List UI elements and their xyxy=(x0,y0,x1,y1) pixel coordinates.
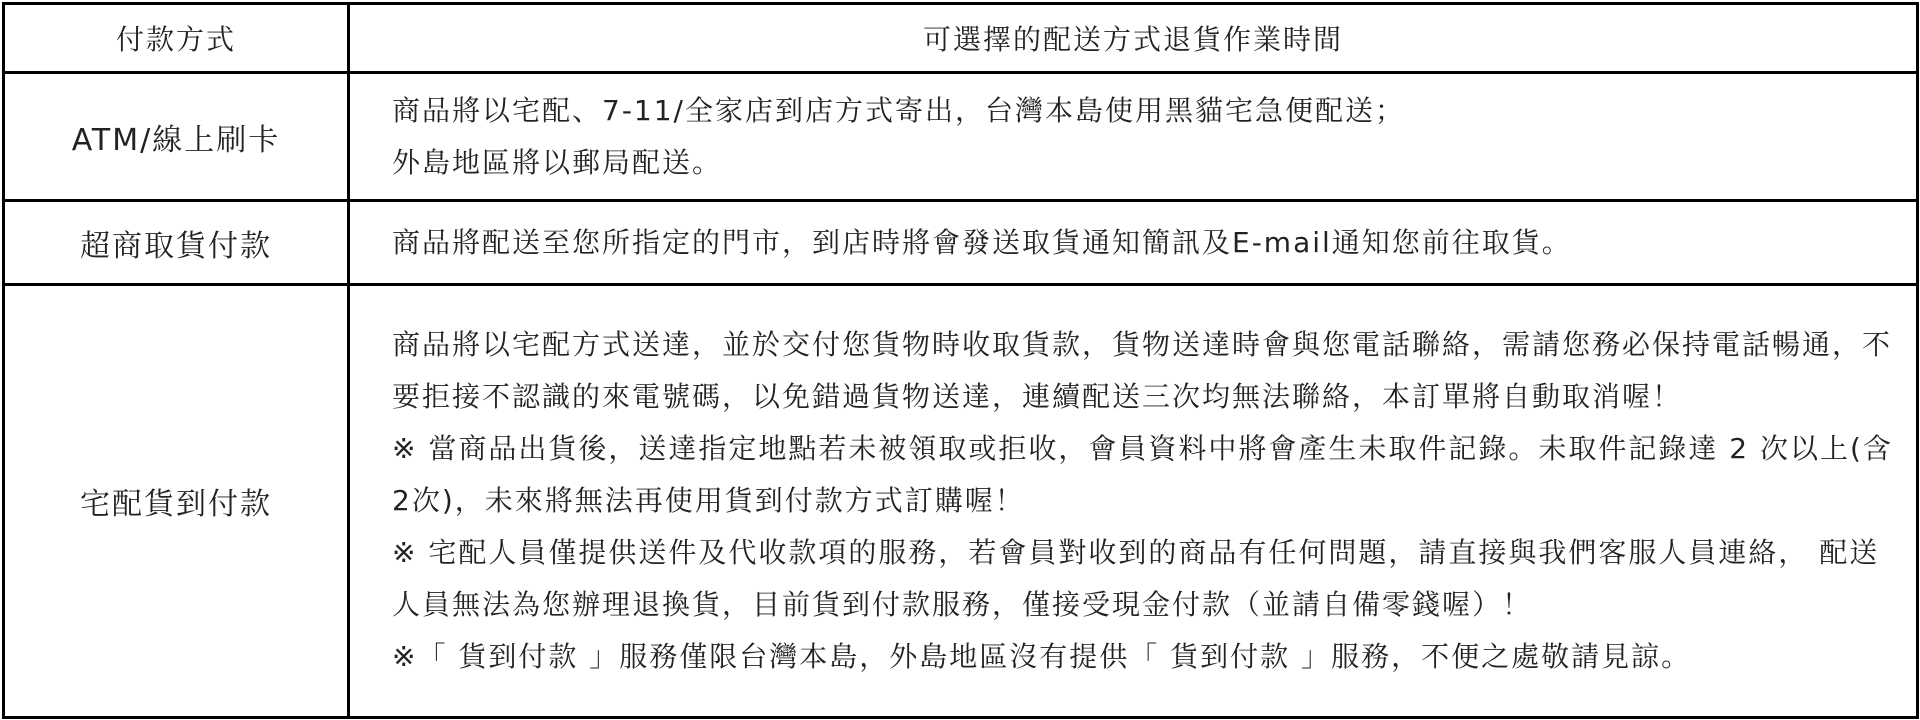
table-row xyxy=(4,73,1918,201)
header-delivery-options: 可選擇的配送方式退貨作業時間 xyxy=(349,4,1918,73)
table-row xyxy=(4,201,1918,285)
payment-methods-table xyxy=(2,2,1919,719)
description-line: 外島地區將以郵局配送。 xyxy=(392,145,723,179)
payment-method-cell: ATM/線上刷卡 xyxy=(4,73,349,201)
table-row xyxy=(4,285,1918,718)
delivery-description-cell xyxy=(349,73,1918,201)
delivery-description-cell xyxy=(349,201,1918,285)
table-header-row xyxy=(4,4,1918,73)
header-payment-method: 付款方式 xyxy=(4,4,349,73)
description-paragraph: 商品將以宅配方式送達，並於交付您貨物時收取貨款，貨物送達時會與您電話聯絡，需請您務必保持電話暢通，不要拒接不認識的來電號碼，以免錯過貨物送達，連續配送三次均無法聯絡，本訂單將自動取消喔！ xyxy=(392,328,1893,413)
description-paragraph: ※ 當商品出貨後，送達指定地點若未被領取或拒收，會員資料中將會產生未取件記錄。未取件記錄達 2 次以上(含2次)，未來將無法再使用貨到付款方式訂購喔！ xyxy=(392,432,1893,517)
payment-method-cell: 超商取貨付款 xyxy=(4,201,349,285)
payment-methods-table-container xyxy=(2,2,1916,716)
delivery-description-cell xyxy=(349,285,1918,718)
description-paragraph: ※ 宅配人員僅提供送件及代收款項的服務，若會員對收到的商品有任何問題，請直接與我們客服人員連絡， 配送人員無法為您辦理退換貨，目前貨到付款服務，僅接受現金付款（並請自備零錢喔）！ xyxy=(392,536,1880,621)
description-line: 商品將以宅配、7-11/全家店到店方式寄出，台灣本島使用黑貓宅急便配送； xyxy=(392,93,1405,127)
payment-method-cell: 宅配貨到付款 xyxy=(4,285,349,718)
description-line: 商品將配送至您所指定的門市，到店時將會發送取貨通知簡訊及E-mail通知您前往取貨。 xyxy=(392,225,1572,259)
description-paragraph: ※「 貨到付款 」服務僅限台灣本島，外島地區沒有提供「 貨到付款 」服務，不便之處敬請見諒。 xyxy=(392,640,1692,673)
